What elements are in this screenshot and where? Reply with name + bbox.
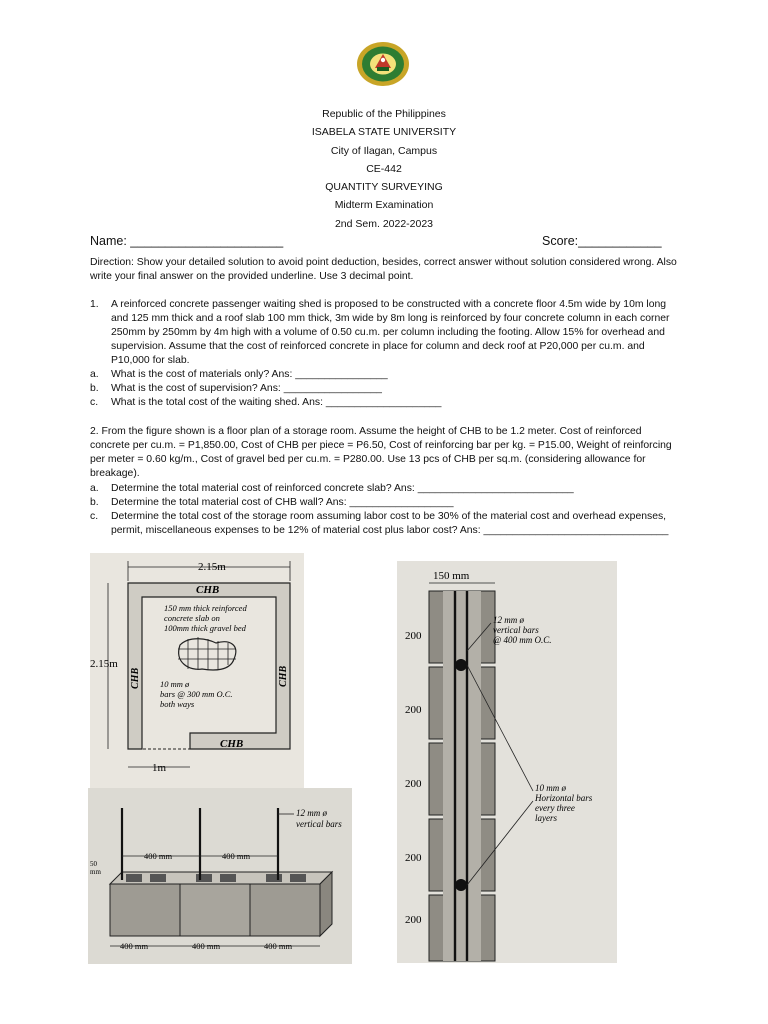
- section-blocks: [429, 591, 495, 961]
- rebar-mesh-outline: [179, 639, 236, 670]
- q2-line-2: concrete per cu.m. = P1,850.00, Cost of CHB per piece = P6.50, Cost of reinforcing bar per kg. = P15.00, Weight of reinforcing: [90, 440, 672, 451]
- left-dimension-text: 2.15m: [90, 658, 118, 670]
- horizontal-bar-mark-2: [455, 879, 467, 891]
- university-seal-logo: [355, 40, 411, 88]
- header-exam-title: Midterm Examination: [334, 199, 434, 211]
- side-dimension-2: mm: [90, 868, 101, 876]
- chb-left-label: CHB: [130, 667, 141, 689]
- top-spacing-1: 400 mm: [144, 851, 173, 861]
- chb-blocks: [110, 872, 332, 936]
- bottom-spacing-1: 400 mm: [120, 941, 149, 951]
- q1-line-5: P10,000 for slab.: [111, 355, 190, 366]
- slab-note-line-1: 150 mm thick reinforced: [164, 603, 247, 613]
- wall-section-figure: [397, 561, 617, 963]
- bottom-spacing-2: 400 mm: [192, 941, 221, 951]
- header-course-code: CE-442: [366, 163, 402, 175]
- height-label-4: 200: [405, 852, 422, 864]
- horizontal-bars-note-4: layers: [535, 813, 557, 823]
- chb-bottom-label: CHB: [220, 738, 244, 750]
- q1-item-c: [111, 396, 441, 410]
- chb-top-label: CHB: [196, 584, 220, 596]
- q1-item-a: [111, 368, 388, 382]
- slab-note-line-3: 100mm thick gravel bed: [164, 623, 246, 633]
- q1-number: 1.: [90, 299, 99, 310]
- q2-item-c-line-1: Determine the total cost of the storage room assuming labor cost to be 30% of the material cost and overhead expenses,: [111, 511, 667, 522]
- q2-line-3: per meter = 0.60 kg/m., Cost of gravel bed per cu.m. = P280.00. Use 13 pcs of CHB per sq.m. (considering allowance for: [90, 454, 646, 465]
- header-campus: City of Ilagan, Campus: [330, 145, 438, 157]
- q2-item-c-letter: c.: [90, 511, 99, 522]
- chb-right-label: CHB: [278, 665, 289, 687]
- direction-line-2: write your final answer on the provided underline. Use 3 decimal point.: [90, 271, 414, 282]
- bar-note-line-2: bars @ 300 mm O.C.: [160, 689, 233, 699]
- q1-item-b-blank[interactable]: _________________: [283, 383, 382, 394]
- horizontal-bars-note-2: Horizontal bars: [535, 793, 593, 803]
- q1-item-a-blank[interactable]: ________________: [295, 369, 388, 380]
- direction-line-1: Direction: Show your detailed solution to avoid point deduction, besides, correct answer without solution considered wrong. Also: [90, 257, 677, 268]
- q2-item-a-text: Determine the total material cost of reinforced concrete slab? Ans:: [111, 483, 418, 494]
- q2-item-a: [111, 482, 574, 496]
- vertical-bars-note-1: 12 mm ø: [493, 615, 524, 625]
- vertical-bars-label-1: 12 mm ø: [296, 808, 327, 818]
- height-label-1: 200: [405, 630, 422, 642]
- slab-note-line-2: concrete slab on: [164, 613, 220, 623]
- horizontal-bars-note-3: every three: [535, 803, 575, 813]
- name-field[interactable]: [90, 234, 283, 248]
- vertical-rebars: [122, 808, 278, 880]
- floor-plan-figure: [90, 553, 304, 788]
- horizontal-bars-note-1: 10 mm ø: [535, 783, 566, 793]
- score-field[interactable]: [542, 234, 662, 248]
- q2-item-b-blank[interactable]: __________________: [349, 497, 454, 508]
- q2-item-b: [111, 496, 454, 510]
- name-blank[interactable]: ______________________: [130, 234, 284, 248]
- q2-line-4: breakage).: [90, 468, 140, 479]
- q1-line-2: and 125 mm thick and a roof slab 100 mm thick, 3m wide by 8m long is reinforced by four concrete column in each corner: [111, 313, 670, 324]
- name-label: Name:: [90, 234, 131, 248]
- header-republic: Republic of the Philippines: [322, 108, 446, 120]
- q2-item-c-text: permit, miscellaneous expenses to be 12% of material cost plus labor cost? Ans:: [111, 525, 484, 536]
- q1-item-c-text: What is the total cost of the waiting shed. Ans:: [111, 397, 326, 408]
- height-label-3: 200: [405, 778, 422, 790]
- header-course-title: QUANTITY SURVEYING: [325, 181, 443, 193]
- top-spacing-2: 400 mm: [222, 851, 251, 861]
- vertical-bars-note-3: @ 400 mm O.C.: [493, 635, 552, 645]
- q1-item-b-letter: b.: [90, 383, 99, 394]
- bar-note-line-3: both ways: [160, 699, 195, 709]
- height-label-5: 200: [405, 914, 422, 926]
- q1-item-a-letter: a.: [90, 369, 99, 380]
- width-dimension-text: 150 mm: [433, 570, 470, 582]
- q1-item-b: [111, 382, 382, 396]
- q2-item-a-letter: a.: [90, 483, 99, 494]
- vertical-bars-label-2: vertical bars: [296, 819, 342, 829]
- q2-item-b-letter: b.: [90, 497, 99, 508]
- q2-item-c-line-2: [111, 524, 668, 538]
- q1-item-a-text: What is the cost of materials only? Ans:: [111, 369, 296, 380]
- bar-note-line-1: 10 mm ø: [160, 679, 190, 689]
- q2-item-a-blank[interactable]: ___________________________: [417, 483, 574, 494]
- bottom-spacing-3: 400 mm: [264, 941, 293, 951]
- q1-line-4: supervision. Assume that the cost of reinforced concrete in place for column and deck roof at P20,000 per cu.m. and: [111, 341, 645, 352]
- score-label: Score:: [542, 234, 579, 248]
- q2-line-1: 2. From the figure shown is a floor plan of a storage room. Assume the height of CHB to be 1.2 meter. Cost of reinforced: [90, 426, 642, 437]
- bottom-dimension-text: 1m: [152, 762, 167, 774]
- height-label-2: 200: [405, 704, 422, 716]
- top-dimension-text: 2.15m: [198, 561, 226, 573]
- header-semester: 2nd Sem. 2022-2023: [334, 218, 434, 230]
- q1-line-3: 250mm by 250mm by 4m high with a volume of 0.50 cu.m. per column including the footing. Allow 15% for overhead and: [111, 327, 665, 338]
- header-university: ISABELA STATE UNIVERSITY: [311, 126, 457, 138]
- horizontal-bar-mark-1: [455, 659, 467, 671]
- q1-item-c-letter: c.: [90, 397, 99, 408]
- vertical-bars-note-2: vertical bars: [493, 625, 539, 635]
- q1-line-1: A reinforced concrete passenger waiting shed is proposed to be constructed with a concrete floor 4.5m wide by 10m long: [111, 299, 667, 310]
- q2-item-c-blank[interactable]: ________________________________: [483, 525, 669, 536]
- score-blank[interactable]: ____________: [578, 234, 662, 248]
- q1-item-c-blank[interactable]: ____________________: [325, 397, 442, 408]
- q2-item-b-text: Determine the total material cost of CHB wall? Ans:: [111, 497, 350, 508]
- q1-item-b-text: What is the cost of supervision? Ans:: [111, 383, 284, 394]
- chb-wall-figure: [88, 788, 352, 964]
- side-dimension-1: 50: [90, 860, 97, 868]
